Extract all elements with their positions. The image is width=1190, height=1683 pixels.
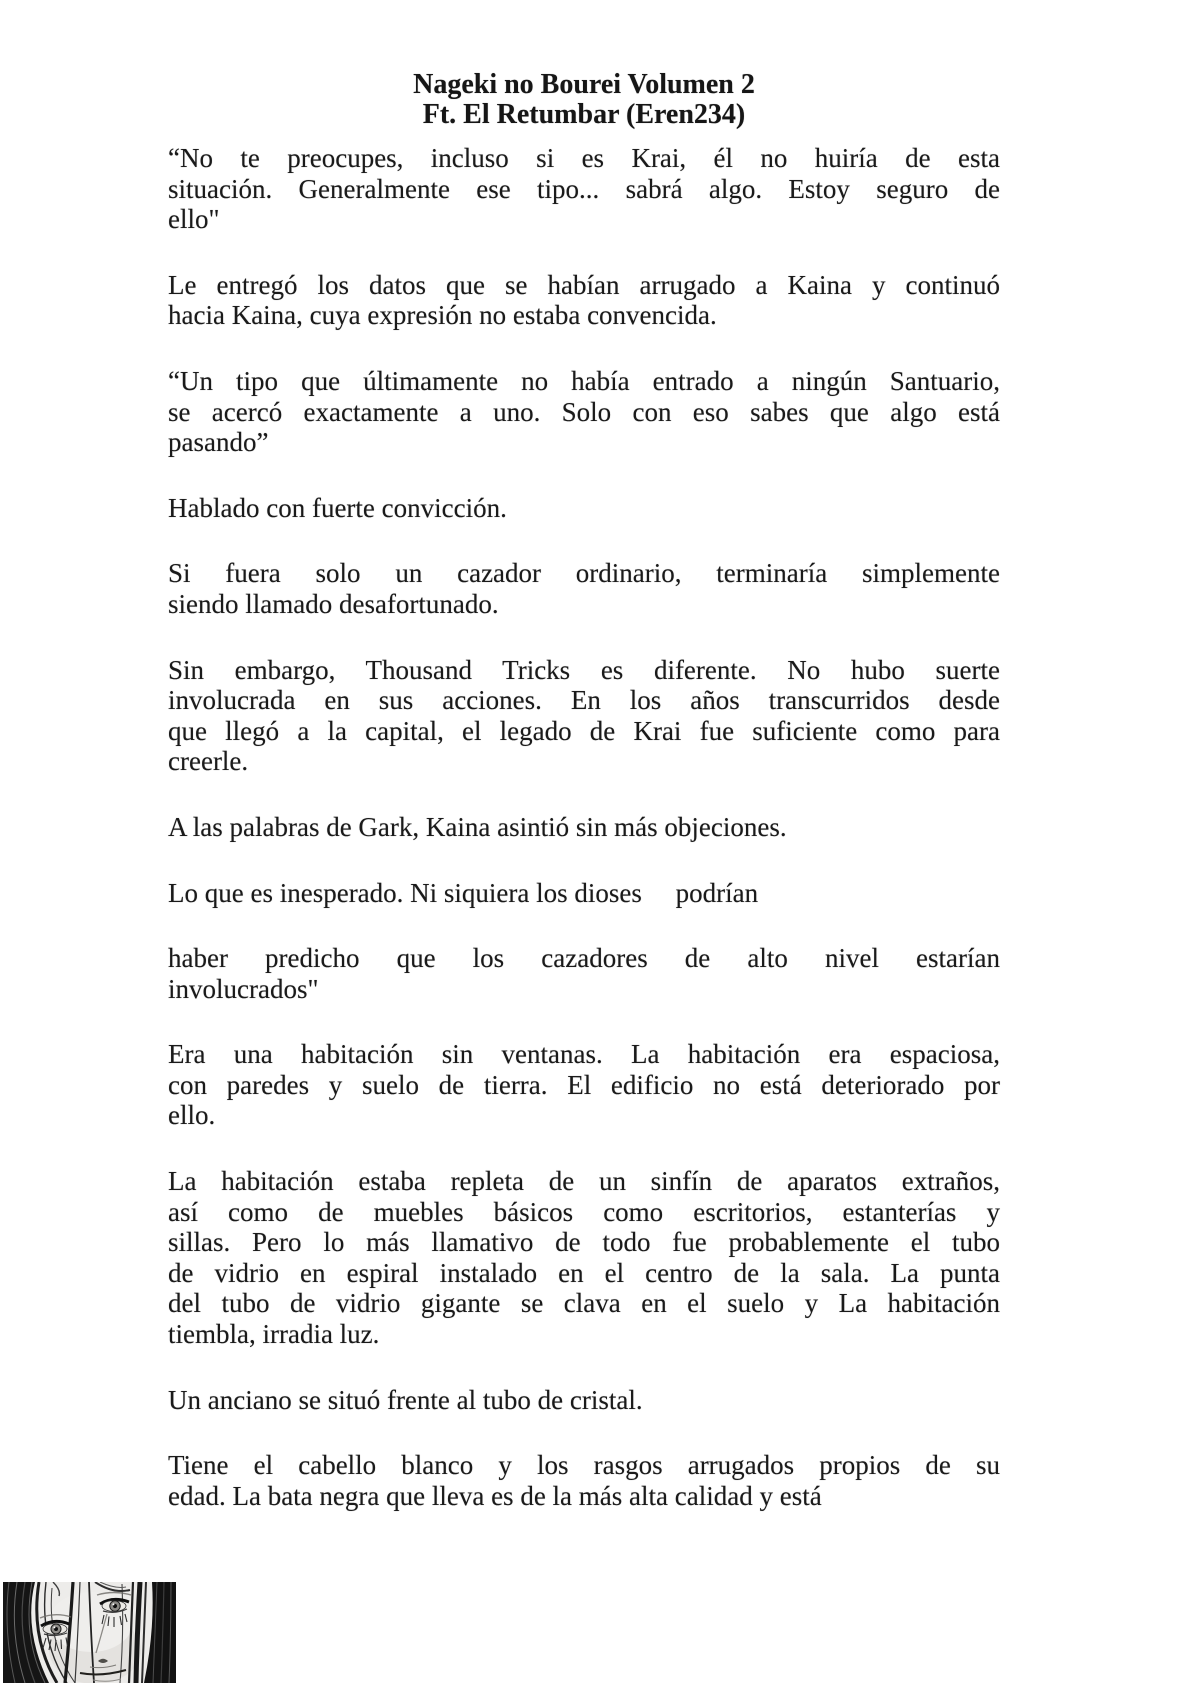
text-line: Hablado con fuerte convicción.	[168, 492, 507, 523]
text-line: “No te preocupes, incluso si es Krai, él no huiría de esta	[168, 143, 1000, 173]
paragraph	[168, 558, 1000, 619]
text-line: del tubo de vidrio gigante se clava en el suelo y La habitación	[168, 1288, 1000, 1319]
paragraph	[168, 1450, 1000, 1511]
paragraph	[168, 143, 1000, 235]
text-line: Tiene el cabello blanco y los rasgos arrugados propios de su	[168, 1450, 1000, 1481]
body-paragraphs	[168, 143, 1000, 1511]
paragraph	[168, 812, 1000, 843]
text-line: de vidrio en espiral instalado en el centro de la sala. La punta	[168, 1257, 1000, 1288]
text-line: Le entregó los datos que se habían arrugado a Kaina y continuó	[168, 269, 1000, 300]
paragraph	[168, 270, 1000, 331]
text-line: Era una habitación sin ventanas. La habitación era espaciosa,	[168, 1039, 1000, 1070]
paragraph	[168, 493, 1000, 524]
text-line: creerle.	[168, 746, 249, 777]
text-line: involucrados"	[168, 973, 319, 1004]
text-line: “Un tipo que últimamente no había entrado a ningún Santuario,	[168, 365, 1000, 396]
text-line: con paredes y suelo de tierra. El edificio no está deteriorado por	[168, 1069, 1000, 1100]
paragraph	[168, 943, 1000, 1004]
text-line: sillas. Pero lo más llamativo de todo fue probablemente el tubo	[168, 1227, 1000, 1258]
page-title	[168, 70, 1000, 130]
text-line: así como de muebles básicos como escritorios, estanterías y	[168, 1196, 1000, 1227]
text-line: hacia Kaina, cuya expresión no estaba convencida.	[168, 300, 717, 331]
paragraph	[168, 1166, 1000, 1350]
text-line: tiembla, irradia luz.	[168, 1319, 380, 1350]
text-line: haber predicho que los cazadores de alto nivel estarían	[168, 943, 1000, 974]
title-line-1: Nageki no Bourei Volumen 2	[413, 69, 755, 100]
text-line: Lo que es inesperado. Ni siquiera los dioses podrían	[168, 877, 759, 908]
text-line: situación. Generalmente ese tipo... sabrá algo. Estoy seguro de	[168, 173, 1000, 204]
text-line: pasando”	[168, 427, 269, 458]
text-line: siendo llamado desafortunado.	[168, 588, 499, 619]
manga-face-image	[3, 1582, 176, 1683]
text-line: A las palabras de Gark, Kaina asintió sin más objeciones.	[168, 811, 787, 842]
title-line-2: Ft. El Retumbar (Eren234)	[422, 99, 746, 130]
paragraph	[168, 878, 1000, 909]
paragraph	[168, 1039, 1000, 1131]
text-line: se acercó exactamente a uno. Solo con eso sabes que algo está	[168, 396, 1000, 427]
manga-face-art	[3, 1582, 176, 1683]
text-line: involucrada en sus acciones. En los años transcurridos desde	[168, 685, 1000, 716]
paragraph	[168, 655, 1000, 777]
text-line: ello.	[168, 1100, 216, 1131]
text-line: que llegó a la capital, el legado de Krai fue suficiente como para	[168, 715, 1000, 746]
text-line: Un anciano se situó frente al tubo de cristal.	[168, 1384, 643, 1415]
text-line: Si fuera solo un cazador ordinario, terminaría simplemente	[168, 558, 1000, 589]
text-line: La habitación estaba repleta de un sinfín de aparatos extraños,	[168, 1166, 1000, 1197]
text-line: edad. La bata negra que lleva es de la más alta calidad y está	[168, 1480, 822, 1511]
paragraph	[168, 1385, 1000, 1416]
text-line: ello"	[168, 204, 220, 235]
text-line: Sin embargo, Thousand Tricks es diferente. No hubo suerte	[168, 654, 1000, 685]
page-content	[168, 70, 1000, 1546]
paragraph	[168, 366, 1000, 458]
